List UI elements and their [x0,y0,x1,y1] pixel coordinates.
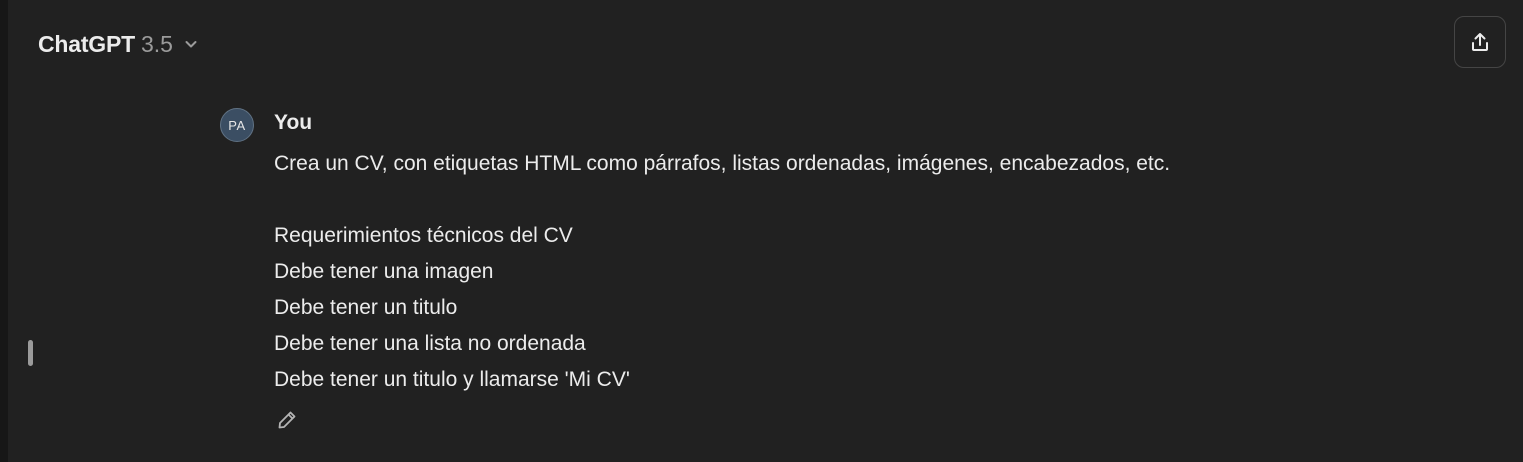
edit-message-button[interactable] [272,405,302,435]
share-button[interactable] [1454,16,1506,68]
model-name: ChatGPT [38,30,135,57]
sidebar-toggle-handle[interactable] [28,340,33,366]
message-author: You [274,111,313,134]
message-line: Crea un CV, con etiquetas HTML como párrafos, listas ordenadas, imágenes, encabezados, etc. [274,152,1171,175]
chat-header [8,0,1523,88]
model-version: 3.5 [141,30,173,57]
model-selector[interactable] [34,28,203,60]
message-line: Debe tener un titulo [274,296,458,319]
message-line: Requerimientos técnicos del CV [274,224,573,247]
avatar: PA [220,108,254,142]
message-line: Debe tener una imagen [274,260,494,283]
pencil-edit-icon [275,408,299,432]
message-line: Debe tener una lista no ordenada [274,332,586,355]
message-line [274,182,1170,218]
sidebar-edge [0,0,8,462]
message-body [274,146,1170,398]
message-line: Debe tener un titulo y llamarse 'Mi CV' [274,368,630,391]
share-upload-icon [1468,30,1492,54]
chevron-down-icon [183,36,199,52]
